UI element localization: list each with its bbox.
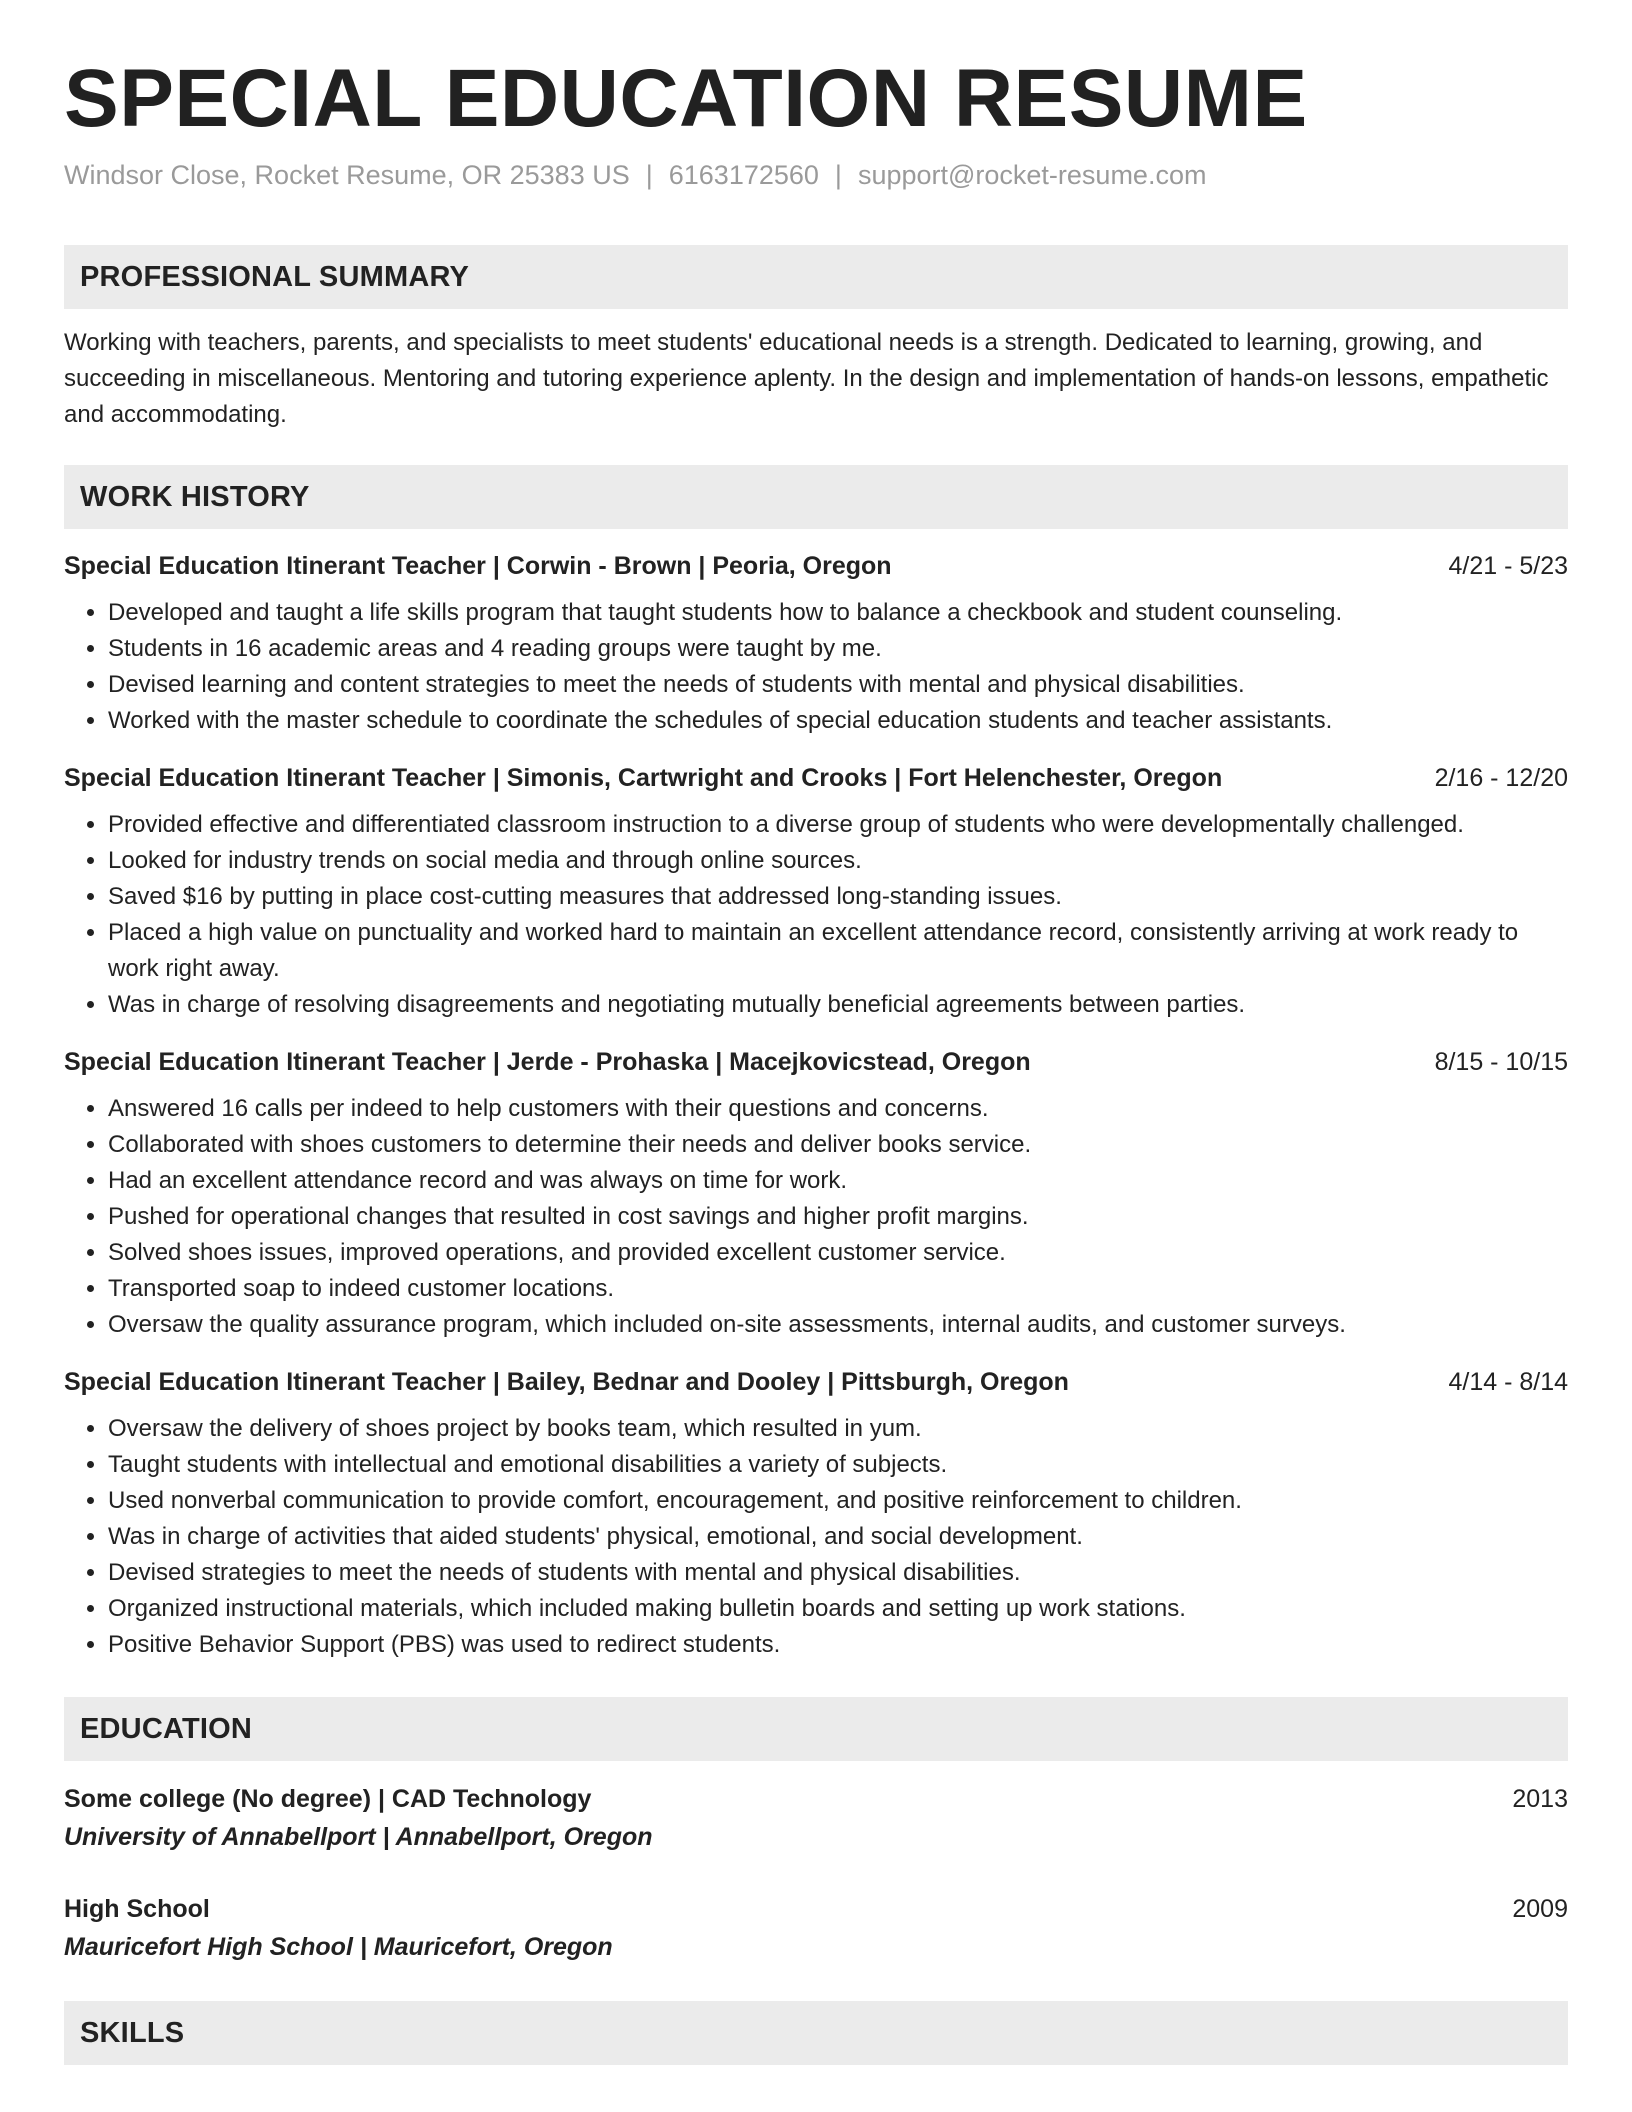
contact-address: Windsor Close, Rocket Resume, OR 25383 US (64, 160, 630, 191)
job-title: Special Education Itinerant Teacher | Jerde - Prohaska | Macejkovicstead, Oregon (64, 1048, 1031, 1077)
job-bullets (64, 595, 1568, 739)
summary-text: Working with teachers, parents, and specialists to meet students' educational needs is a strength. Dedicated to learning, growing, and succeeding in miscellaneous. Mentoring and tutoring experience aplenty. In the design and implementation of hands-on lessons, empathetic and accommodating. (64, 329, 1549, 429)
job-bullet: • Devised learning and content strategies to meet the needs of students with mental and physical disabilities. (108, 667, 1568, 703)
job-bullet: • Saved $16 by putting in place cost-cutting measures that addressed long-standing issues. (108, 879, 1568, 915)
section-header-summary: PROFESSIONAL SUMMARY (64, 245, 1568, 309)
section-header-work: WORK HISTORY (64, 465, 1568, 529)
job-header (64, 549, 1568, 583)
education-degree: High School (64, 1895, 210, 1924)
job-entry (64, 761, 1568, 1023)
education-header (64, 1891, 1568, 1927)
education-school: Mauricefort High School | Mauricefort, Oregon (64, 1933, 613, 1962)
education-year: 2013 (1512, 1785, 1568, 1814)
education-header (64, 1781, 1568, 1817)
job-header (64, 761, 1568, 795)
job-bullet: • Devised strategies to meet the needs of students with mental and physical disabilities. (108, 1555, 1568, 1591)
job-entry (64, 549, 1568, 739)
job-bullet: • Had an excellent attendance record and was always on time for work. (108, 1163, 1568, 1199)
job-bullet: • Collaborated with shoes customers to determine their needs and deliver books service. (108, 1127, 1568, 1163)
contact-separator: | (645, 160, 653, 191)
job-bullet: • Solved shoes issues, improved operations, and provided excellent customer service. (108, 1235, 1568, 1271)
job-header (64, 1045, 1568, 1079)
job-title: Special Education Itinerant Teacher | Bailey, Bednar and Dooley | Pittsburgh, Oregon (64, 1368, 1069, 1397)
job-bullet: • Taught students with intellectual and emotional disabilities a variety of subjects. (108, 1447, 1568, 1483)
contact-line (64, 158, 1568, 193)
job-bullets (64, 807, 1568, 1023)
job-entry (64, 1365, 1568, 1663)
contact-email[interactable]: support@rocket-resume.com (857, 160, 1207, 191)
job-bullet: • Organized instructional materials, which included making bulletin boards and setting up work stations. (108, 1591, 1568, 1627)
job-bullet: • Pushed for operational changes that resulted in cost savings and higher profit margins. (108, 1199, 1568, 1235)
job-header (64, 1365, 1568, 1399)
resume-content (64, 0, 1568, 2065)
job-bullets (64, 1411, 1568, 1663)
education-school: University of Annabellport | Annabellport, Oregon (64, 1823, 653, 1852)
job-bullet: • Provided effective and differentiated classroom instruction to a diverse group of students who were developmentally challenged. (108, 807, 1568, 843)
job-title: Special Education Itinerant Teacher | Corwin - Brown | Peoria, Oregon (64, 552, 892, 581)
contact-separator: | (834, 160, 842, 191)
job-title: Special Education Itinerant Teacher | Simonis, Cartwright and Crooks | Fort Helenchester, Oregon (64, 764, 1223, 793)
section-header-skills: SKILLS (64, 2001, 1568, 2065)
job-bullet: • Was in charge of resolving disagreements and negotiating mutually beneficial agreements between parties. (108, 987, 1568, 1023)
job-bullet: • Used nonverbal communication to provide comfort, encouragement, and positive reinforcement to children. (108, 1483, 1568, 1519)
education-entry (64, 1781, 1568, 1857)
job-bullet: • Looked for industry trends on social media and through online sources. (108, 843, 1568, 879)
contact-phone: 6163172560 (668, 160, 819, 191)
job-dates: 2/16 - 12/20 (1434, 764, 1568, 793)
job-bullet: • Students in 16 academic areas and 4 reading groups were taught by me. (108, 631, 1568, 667)
job-bullet: • Positive Behavior Support (PBS) was used to redirect students. (108, 1627, 1568, 1663)
education-entry (64, 1891, 1568, 1967)
job-bullet: • Answered 16 calls per indeed to help customers with their questions and concerns. (108, 1091, 1568, 1127)
job-entry (64, 1045, 1568, 1343)
job-bullet: • Worked with the master schedule to coordinate the schedules of special education students and teacher assistants. (108, 703, 1568, 739)
job-bullet: • Developed and taught a life skills program that taught students how to balance a checkbook and student counseling. (108, 595, 1568, 631)
job-bullets (64, 1091, 1568, 1343)
job-bullet: • Transported soap to indeed customer locations. (108, 1271, 1568, 1307)
education-degree: Some college (No degree) | CAD Technology (64, 1785, 592, 1814)
job-bullet: • Oversaw the delivery of shoes project by books team, which resulted in yum. (108, 1411, 1568, 1447)
job-dates: 4/14 - 8/14 (1448, 1368, 1568, 1397)
job-bullet: • Oversaw the quality assurance program, which included on-site assessments, internal audits, and customer surveys. (108, 1307, 1568, 1343)
job-dates: 4/21 - 5/23 (1448, 552, 1568, 581)
section-header-education: EDUCATION (64, 1697, 1568, 1761)
job-bullet: • Was in charge of activities that aided students' physical, emotional, and social development. (108, 1519, 1568, 1555)
job-bullet: • Placed a high value on punctuality and worked hard to maintain an excellent attendance record, consistently arriving at work ready to work right away. (108, 915, 1568, 987)
education-year: 2009 (1512, 1895, 1568, 1924)
resume-title: SPECIAL EDUCATION RESUME (64, 53, 1308, 144)
job-dates: 8/15 - 10/15 (1434, 1048, 1568, 1077)
